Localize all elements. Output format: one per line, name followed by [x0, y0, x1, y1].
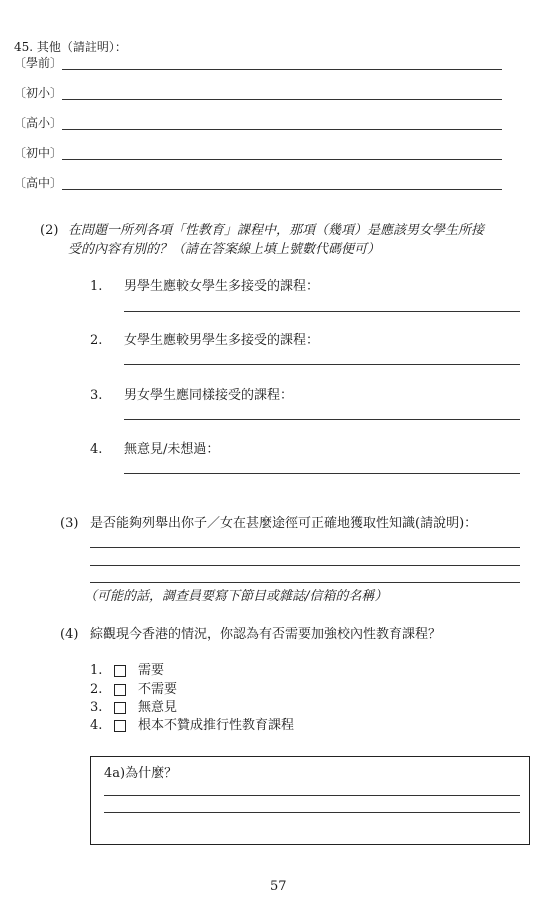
q2-item-number: 4.: [90, 442, 103, 457]
q2-item-label: 男學生應較女學生多接受的課程：: [124, 279, 320, 294]
q4-option-number: 3.: [90, 700, 103, 715]
q2-item-number: 1.: [90, 279, 103, 294]
q4-option-label: 無意見: [138, 700, 178, 715]
q4a-answer-line[interactable]: [104, 812, 520, 813]
page-number: 57: [270, 879, 287, 894]
q4-option-label: 根本不贊成推行性教育課程: [138, 718, 295, 733]
q2-item-label: 男女學生應同樣接受的課程：: [124, 388, 294, 403]
q4a-label: 4a)為什麼？: [104, 766, 178, 781]
q45-title: 45. 其他（請註明）：: [14, 40, 127, 54]
q45-answer-line[interactable]: [62, 189, 502, 190]
q4-text: 綜觀現今香港的情況，你認為有否需要加強校內性教育課程？: [90, 627, 442, 642]
q4-option-checkbox[interactable]: [114, 702, 126, 714]
q4-option-label: 需要: [138, 663, 165, 678]
q2-item-label: 女學生應較男學生多接受的課程：: [124, 333, 320, 348]
q4-option-number: 1.: [90, 663, 103, 678]
q2-item-number: 3.: [90, 388, 103, 403]
q2-answer-line[interactable]: [124, 473, 520, 474]
q4-option-checkbox[interactable]: [114, 684, 126, 696]
q4-option-checkbox[interactable]: [114, 665, 126, 677]
q2-answer-line[interactable]: [124, 311, 520, 312]
q3-note: （可能的話，調查員要寫下節目或雜誌/信箱的名稱）: [84, 589, 388, 604]
q2-text-line2: 受的內容有別的？（請在答案線上填上號數代碼便可）: [68, 242, 381, 257]
q45-answer-line[interactable]: [62, 69, 502, 70]
q45-row-label: 〔學前〕: [14, 56, 63, 70]
q45-row-label: 〔高小〕: [14, 116, 63, 130]
q45-answer-line[interactable]: [62, 129, 502, 130]
q2-answer-line[interactable]: [124, 419, 520, 420]
q4-option-label: 不需要: [138, 682, 178, 697]
q3-answer-line[interactable]: [90, 547, 520, 548]
q45-row-label: 〔初中〕: [14, 146, 63, 160]
q4-number: (4): [60, 627, 79, 642]
q3-answer-line[interactable]: [90, 582, 520, 583]
q2-text-line1: 在問題一所列各項「性教育」課程中，那項（幾項）是應該男女學生所接: [68, 223, 485, 238]
q2-item-number: 2.: [90, 333, 103, 348]
q45-answer-line[interactable]: [62, 159, 502, 160]
q45-answer-line[interactable]: [62, 99, 502, 100]
q2-number: (2): [40, 223, 59, 238]
q45-row-label: 〔初小〕: [14, 86, 63, 100]
q4a-answer-line[interactable]: [104, 795, 520, 796]
q4-option-number: 2.: [90, 682, 103, 697]
q4-option-number: 4.: [90, 718, 103, 733]
q45-row-label: 〔高中〕: [14, 176, 63, 190]
q3-answer-line[interactable]: [90, 565, 520, 566]
q2-answer-line[interactable]: [124, 364, 520, 365]
q4-option-checkbox[interactable]: [114, 720, 126, 732]
q3-number: (3): [60, 516, 79, 531]
q3-text: 是否能夠列舉出你子／女在甚麼途徑可正確地獲取性知識(請說明)：: [90, 516, 478, 531]
q2-item-label: 無意見/未想過：: [124, 442, 220, 457]
